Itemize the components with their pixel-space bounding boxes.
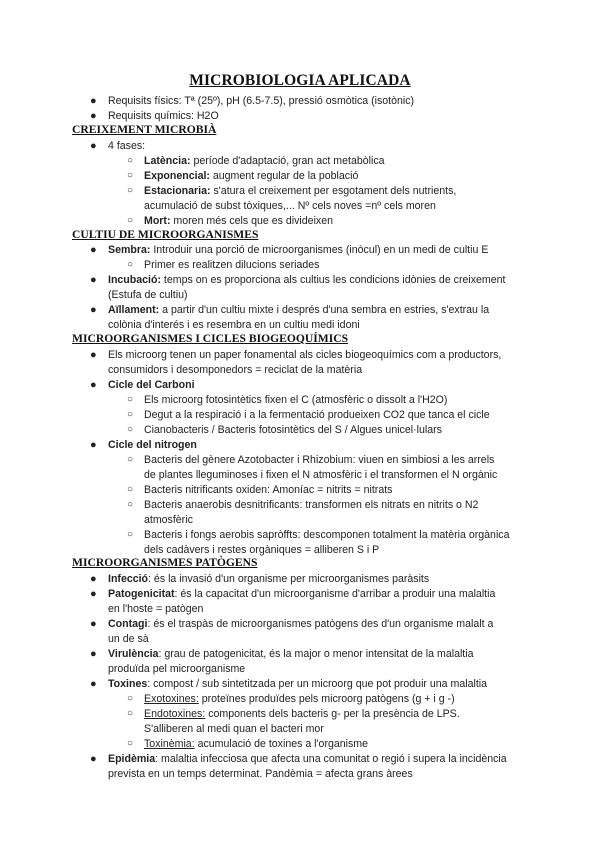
list-item-cont: en l'hoste = patògen — [108, 603, 204, 615]
sub-bullet-icon: ○ — [127, 394, 134, 405]
list-item: Epidèmia: malaltia infecciosa que afecta una comunitat o regió i supera la incidència — [108, 753, 507, 765]
bullet-icon: ● — [90, 379, 97, 391]
intro-item: Requisits físics: Tª (25º), pH (6.5-7.5), pressió osmòtica (isotònic) — [108, 95, 415, 107]
sub-bullet-icon: ○ — [127, 185, 134, 196]
sub-bullet-icon: ○ — [127, 499, 134, 510]
sub-item: Primer es realitzen dilucions seriades — [144, 259, 320, 271]
list-item: 4 fases: — [108, 140, 146, 152]
sub-bullet-icon: ○ — [127, 155, 134, 166]
sub-item: Bacteris anaerobis desnitrificants: transformen els nitrats en nitrits o N2 — [144, 499, 479, 511]
intro-item: Requisits químics: H2O — [108, 110, 219, 122]
sub-bullet-icon: ○ — [127, 529, 134, 540]
sub-item: Exotoxines: proteïnes produïdes pels microorg patògens (g + i g -) — [144, 693, 455, 705]
sub-item-cont: atmosfèric — [144, 514, 193, 526]
sub-bullet-icon: ○ — [127, 484, 134, 495]
sub-bullet-icon: ○ — [127, 424, 134, 435]
bullet-icon: ● — [90, 618, 97, 630]
list-item: Patogenicitat: és la capacitat d'un microorganisme d'arribar a produir una malaltia — [108, 588, 496, 600]
phase-item-cont: acumulació de subst tòxiques,... Nº cels noves =nº cels moren — [144, 200, 436, 212]
sub-item: Toxinèmia: acumulació de toxines a l'organisme — [144, 738, 369, 750]
phase-item: Exponencial: augment regular de la població — [144, 170, 359, 182]
sub-item: Cianobacteris / Bacteris fotosintètics del S / Algues unicel·lulars — [144, 424, 442, 436]
sub-item-cont: S'alliberen al medi quan el bacteri mor — [144, 723, 324, 735]
list-item-cont: prevista en un temps determinat. Pandèmia = afecta grans àrees — [108, 768, 413, 780]
list-item-cont: consumidors i desomponedors = reciclat de la matèria — [108, 364, 363, 376]
bullet-icon: ● — [90, 244, 97, 256]
list-item-cont: colònia d'interés i es resembra en un cultiu medi idoni — [108, 319, 360, 331]
list-item: Aïllament: a partir d'un cultiu mixte i després d'una sembra en estries, s'extrau la — [108, 304, 490, 316]
list-item: Contagi: és el traspàs de microorganismes patògens des d'un organisme malalt a — [108, 618, 494, 630]
sub-item: Endotoxines: components dels bacteris g- per la presència de LPS. — [144, 708, 460, 720]
list-item: Toxines: compost / sub sintetitzada per un microorg que pot produir una malaltia — [108, 678, 488, 690]
bullet-icon: ● — [90, 439, 97, 451]
sub-bullet-icon: ○ — [127, 738, 134, 749]
sub-item: Bacteris del gènere Azotobacter i Rhizobium: viuen en simbiosi a les arrels — [144, 454, 495, 466]
bullet-icon: ● — [90, 95, 97, 107]
bullet-icon: ● — [90, 110, 97, 122]
bullet-icon: ● — [90, 648, 97, 660]
bullet-icon: ● — [90, 140, 97, 152]
list-item: Virulència: grau de patogenicitat, és la major o menor intensitat de la malaltia — [108, 648, 474, 660]
list-item: Cicle del Carboni — [108, 379, 195, 391]
sub-bullet-icon: ○ — [127, 454, 134, 465]
bullet-icon: ● — [90, 573, 97, 585]
list-item-cont: produïda pel microorganisme — [108, 663, 246, 675]
sub-bullet-icon: ○ — [127, 409, 134, 420]
sub-item: Els microorg fotosintètics fixen el C (atmosfèric o dissolt a l'H2O) — [144, 394, 448, 406]
list-item: Cicle del nitrogen — [108, 439, 197, 451]
section-heading-patogens: MICROORGANISMES PATÒGENS — [72, 556, 258, 569]
sub-item: Degut a la respiració i a la fermentació produeixen CO2 que tanca el cicle — [144, 409, 490, 421]
list-item-cont: un de sà — [108, 633, 149, 645]
phase-item: Latència: període d'adaptació, gran act metabòlica — [144, 155, 385, 167]
bullet-icon: ● — [90, 349, 97, 361]
sub-bullet-icon: ○ — [127, 693, 134, 704]
list-item: Els microorg tenen un paper fonamental als cicles biogeoquímics com a productors, — [108, 349, 502, 361]
section-heading-cicles: MICROORGANISMES I CICLES BIOGEOQUÍMICS — [72, 332, 349, 345]
sub-bullet-icon: ○ — [127, 708, 134, 719]
bullet-icon: ● — [90, 678, 97, 690]
bullet-icon: ● — [90, 588, 97, 600]
list-item: Sembra: Introduir una porció de microorganismes (inòcul) en un medi de cultiu E — [108, 244, 489, 256]
bullet-icon: ● — [90, 304, 97, 316]
section-heading-creixement: CREIXEMENT MICROBIÀ — [72, 123, 217, 136]
bullet-icon: ● — [90, 274, 97, 286]
page-title: MICROBIOLOGIA APLICADA — [189, 72, 411, 89]
sub-bullet-icon: ○ — [127, 215, 134, 226]
phase-item: Mort: moren més cels que es divideixen — [144, 215, 334, 227]
list-item: Incubació: temps on es proporciona als cultius les condicions idònies de creixement — [108, 274, 506, 286]
section-heading-cultiu: CULTIU DE MICROORGANISMES — [72, 228, 259, 241]
list-item-cont: (Estufa de cultiu) — [108, 289, 188, 301]
sub-bullet-icon: ○ — [127, 170, 134, 181]
sub-item: Bacteris nitrificants oxiden: Amoníac = nitrits = nitrats — [144, 484, 393, 496]
sub-item-cont: de plantes lleguminoses i fixen el N atmosfèric i el transformen el N orgànic — [144, 469, 498, 481]
list-item: Infecció: és la invasió d'un organisme per microorganismes paràsits — [108, 573, 430, 585]
bullet-icon: ● — [90, 753, 97, 765]
phase-item: Estacionaria: s'atura el creixement per esgotament dels nutrients, — [144, 185, 457, 197]
sub-bullet-icon: ○ — [127, 259, 134, 270]
sub-item: Bacteris i fongs aerobis sapròffts: descomponen totalment la matèria orgànica — [144, 529, 510, 541]
sub-item-cont: dels cadàvers i restes orgàniques = alliberen S i P — [144, 544, 380, 556]
